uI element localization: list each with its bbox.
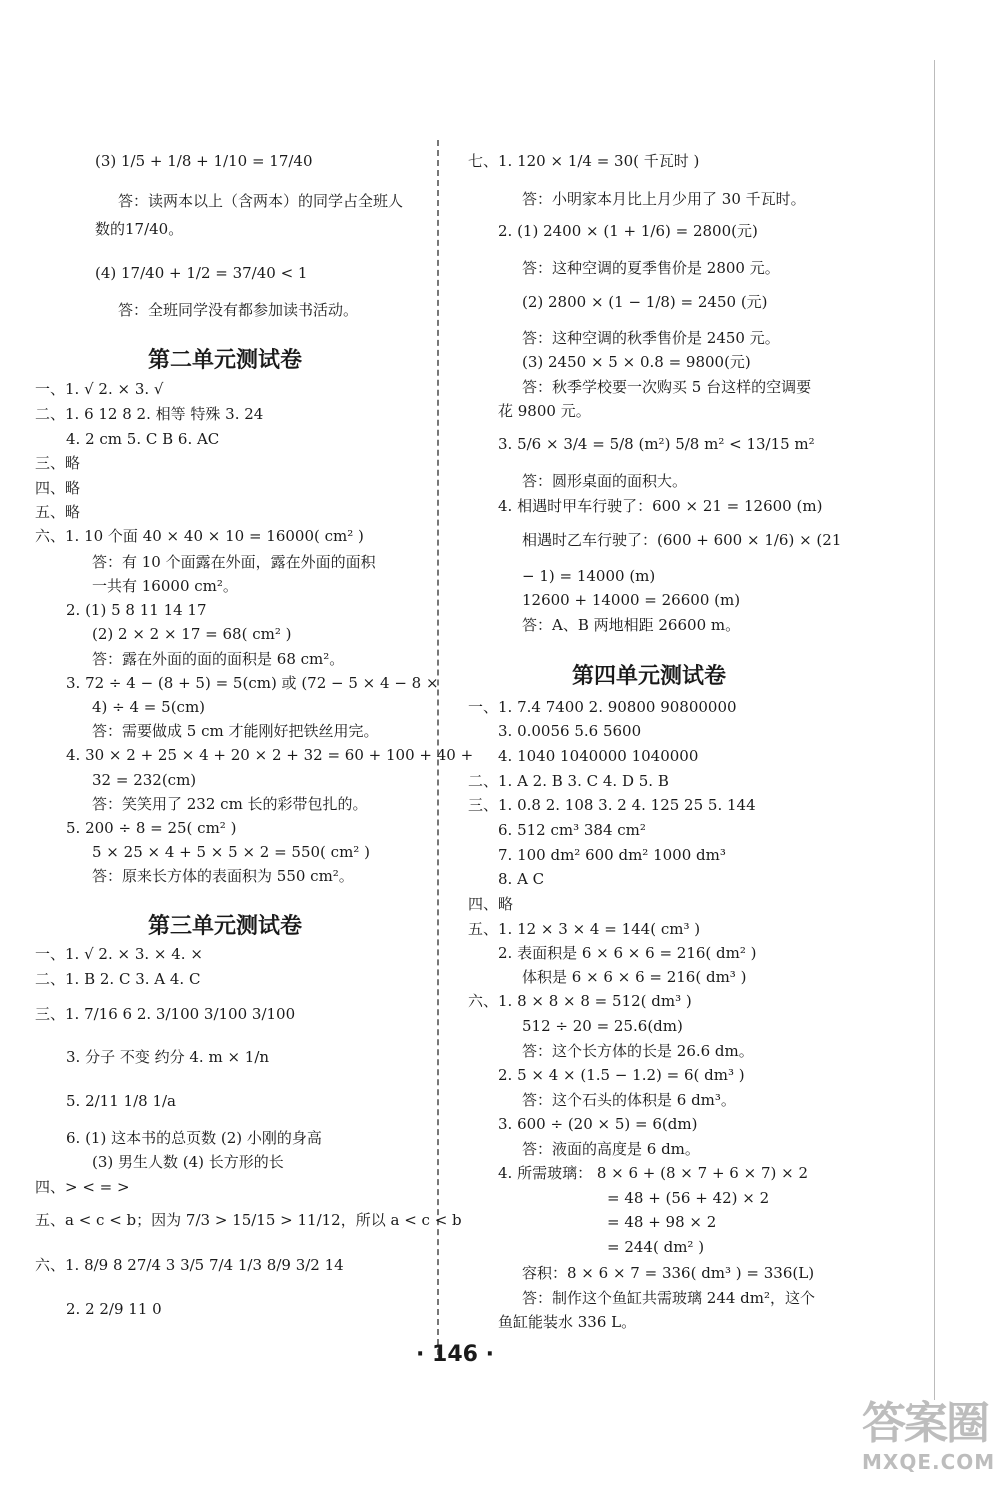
text-line: 四、略 [468, 895, 514, 913]
text-line: 五、略 [35, 503, 81, 521]
text-line: 体积是 6 × 6 × 6 = 216( dm³ ) [522, 968, 747, 986]
text-line: 答：露在外面的面的面积是 68 cm²。 [92, 650, 345, 668]
text-line: 容积：8 × 6 × 7 = 336( dm³ ) = 336(L) [522, 1264, 815, 1282]
text-line: 答：圆形桌面的面积大。 [522, 472, 688, 490]
text-line: 3. 600 ÷ (20 × 5) = 6(dm) [498, 1115, 698, 1133]
text-line: 答：制作这个鱼缸共需玻璃 244 dm²，这个 [522, 1289, 816, 1307]
text-line: 答：小明家本月比上月少用了 30 千瓦时。 [522, 190, 806, 208]
text-line: 答：这个长方体的长是 26.6 dm。 [522, 1042, 754, 1060]
text-line: 答：秋季学校要一次购买 5 台这样的空调要 [522, 378, 812, 396]
text-line: = 48 + 98 × 2 [607, 1213, 717, 1231]
text-line: 答：这种空调的秋季售价是 2450 元。 [522, 329, 780, 347]
text-line: 三、略 [35, 454, 81, 472]
section-title: 第二单元测试卷 [148, 348, 303, 373]
text-line: 五、a < c < b；因为 7/3 > 15/15 > 11/12，所以 a < c < b [35, 1211, 462, 1229]
text-line: 三、1. 7/16 6 2. 3/100 3/100 3/100 [35, 1005, 296, 1023]
text-line: (3) 男生人数 (4) 长方形的长 [92, 1153, 284, 1171]
text-line: (4) 17/40 + 1/2 = 37/40 < 1 [95, 264, 308, 282]
watermark-logo [862, 1398, 996, 1488]
text-line: 12600 + 14000 = 26600 (m) [522, 591, 741, 609]
page-number: · 146 · [416, 1342, 494, 1367]
text-line: 答：A、B 两地相距 26600 m。 [522, 616, 741, 634]
text-line: (3) 2450 × 5 × 0.8 = 9800(元) [522, 353, 751, 371]
text-line: 512 ÷ 20 = 25.6(dm) [522, 1017, 683, 1035]
section-title: 第四单元测试卷 [572, 664, 727, 689]
text-line: 四、> < = > [35, 1178, 130, 1196]
text-line: 六、1. 8 × 8 × 8 = 512( dm³ ) [468, 992, 692, 1010]
text-line: = 244( dm² ) [607, 1238, 705, 1256]
watermark-url: MXQE.COM [862, 1450, 996, 1474]
watermark-text: 答案圈 [862, 1398, 988, 1449]
text-line: 8. A C [498, 870, 545, 888]
text-line: 2. 表面积是 6 × 6 × 6 = 216( dm² ) [498, 944, 757, 962]
text-line: = 48 + (56 + 42) × 2 [607, 1189, 770, 1207]
text-line: 答：原来长方体的表面积为 550 cm²。 [92, 867, 354, 885]
text-line: 4. 相遇时甲车行驶了：600 × 21 = 12600 (m) [498, 497, 823, 515]
text-line: 2. (1) 2400 × (1 + 1/6) = 2800(元) [498, 222, 758, 240]
text-line: 二、1. 6 12 8 2. 相等 特殊 3. 24 [35, 405, 264, 423]
text-line: 花 9800 元。 [498, 402, 591, 420]
text-line: − 1) = 14000 (m) [522, 567, 656, 585]
text-line: 4. 2 cm 5. C B 6. AC [66, 430, 220, 448]
text-line: 六、1. 10 个面 40 × 40 × 10 = 16000( cm² ) [35, 527, 364, 545]
text-line: 四、略 [35, 479, 81, 497]
page-edge [934, 60, 935, 1400]
text-line: 一、1. √ 2. × 3. × 4. × [35, 945, 203, 963]
text-line: 答：读两本以上（含两本）的同学占全班人 [118, 192, 404, 210]
text-line: 二、1. A 2. B 3. C 4. D 5. B [468, 772, 669, 790]
text-line: 答：笑笑用了 232 cm 长的彩带包扎的。 [92, 795, 368, 813]
text-line: 3. 5/6 × 3/4 = 5/8 (m²) 5/8 m² < 13/15 m² [498, 435, 815, 453]
text-line: 一共有 16000 cm²。 [92, 577, 238, 595]
text-line: 3. 0.0056 5.6 5600 [498, 722, 642, 740]
text-line: 鱼缸能装水 336 L。 [498, 1313, 637, 1331]
section-title: 第三单元测试卷 [148, 914, 303, 939]
text-line: 4. 30 × 2 + 25 × 4 + 20 × 2 + 32 = 60 + 100 + 40 + [66, 746, 474, 764]
text-line: 一、1. 7.4 7400 2. 90800 90800000 [468, 698, 737, 716]
text-line: 5. 200 ÷ 8 = 25( cm² ) [66, 819, 237, 837]
text-line: 32 = 232(cm) [92, 771, 197, 789]
text-line: 数的17/40。 [95, 220, 184, 238]
text-line: 答：液面的高度是 6 dm。 [522, 1140, 700, 1158]
text-line: 答：需要做成 5 cm 才能刚好把铁丝用完。 [92, 722, 379, 740]
text-line: (2) 2 × 2 × 17 = 68( cm² ) [92, 625, 292, 643]
text-line: 4. 1040 1040000 1040000 [498, 747, 699, 765]
text-line: 3. 分子 不变 约分 4. m × 1/n [66, 1048, 270, 1066]
text-line: (3) 1/5 + 1/8 + 1/10 = 17/40 [95, 152, 313, 170]
text-line: 5. 2/11 1/8 1/a [66, 1092, 176, 1110]
text-line: 7. 100 dm² 600 dm² 1000 dm³ [498, 846, 726, 864]
text-line: 答：这种空调的夏季售价是 2800 元。 [522, 259, 780, 277]
text-line: 5 × 25 × 4 + 5 × 5 × 2 = 550( cm² ) [92, 843, 370, 861]
text-line: 相遇时乙车行驶了：(600 + 600 × 1/6) × (21 [522, 531, 842, 549]
text-line: (2) 2800 × (1 − 1/8) = 2450 (元) [522, 293, 768, 311]
text-line: 五、1. 12 × 3 × 4 = 144( cm³ ) [468, 920, 701, 938]
text-line: 2. 5 × 4 × (1.5 − 1.2) = 6( dm³ ) [498, 1066, 745, 1084]
text-line: 二、1. B 2. C 3. A 4. C [35, 970, 201, 988]
text-line: 4) ÷ 4 = 5(cm) [92, 698, 206, 716]
text-line: 2. (1) 5 8 11 14 17 [66, 601, 207, 619]
text-line: 3. 72 ÷ 4 − (8 + 5) = 5(cm) 或 (72 − 5 × 4 − 8 × [66, 674, 439, 692]
text-line: 6. 512 cm³ 384 cm² [498, 821, 646, 839]
text-line: 答：这个石头的体积是 6 dm³。 [522, 1091, 736, 1109]
text-line: 2. 2 2/9 11 0 [66, 1300, 162, 1318]
text-line: 七、1. 120 × 1/4 = 30( 千瓦时 ) [468, 152, 700, 170]
text-line: 6. (1) 这本书的总页数 (2) 小刚的身高 [66, 1129, 322, 1147]
text-line: 一、1. √ 2. × 3. √ [35, 380, 164, 398]
text-line: 4. 所需玻璃： 8 × 6 + (8 × 7 + 6 × 7) × 2 [498, 1164, 808, 1182]
text-line: 答：有 10 个面露在外面，露在外面的面积 [92, 553, 376, 571]
text-line: 六、1. 8/9 8 27/4 3 3/5 7/4 1/3 8/9 3/2 14 [35, 1256, 344, 1274]
text-line: 三、1. 0.8 2. 108 3. 2 4. 125 25 5. 144 [468, 796, 756, 814]
text-line: 答：全班同学没有都参加读书活动。 [118, 301, 359, 319]
